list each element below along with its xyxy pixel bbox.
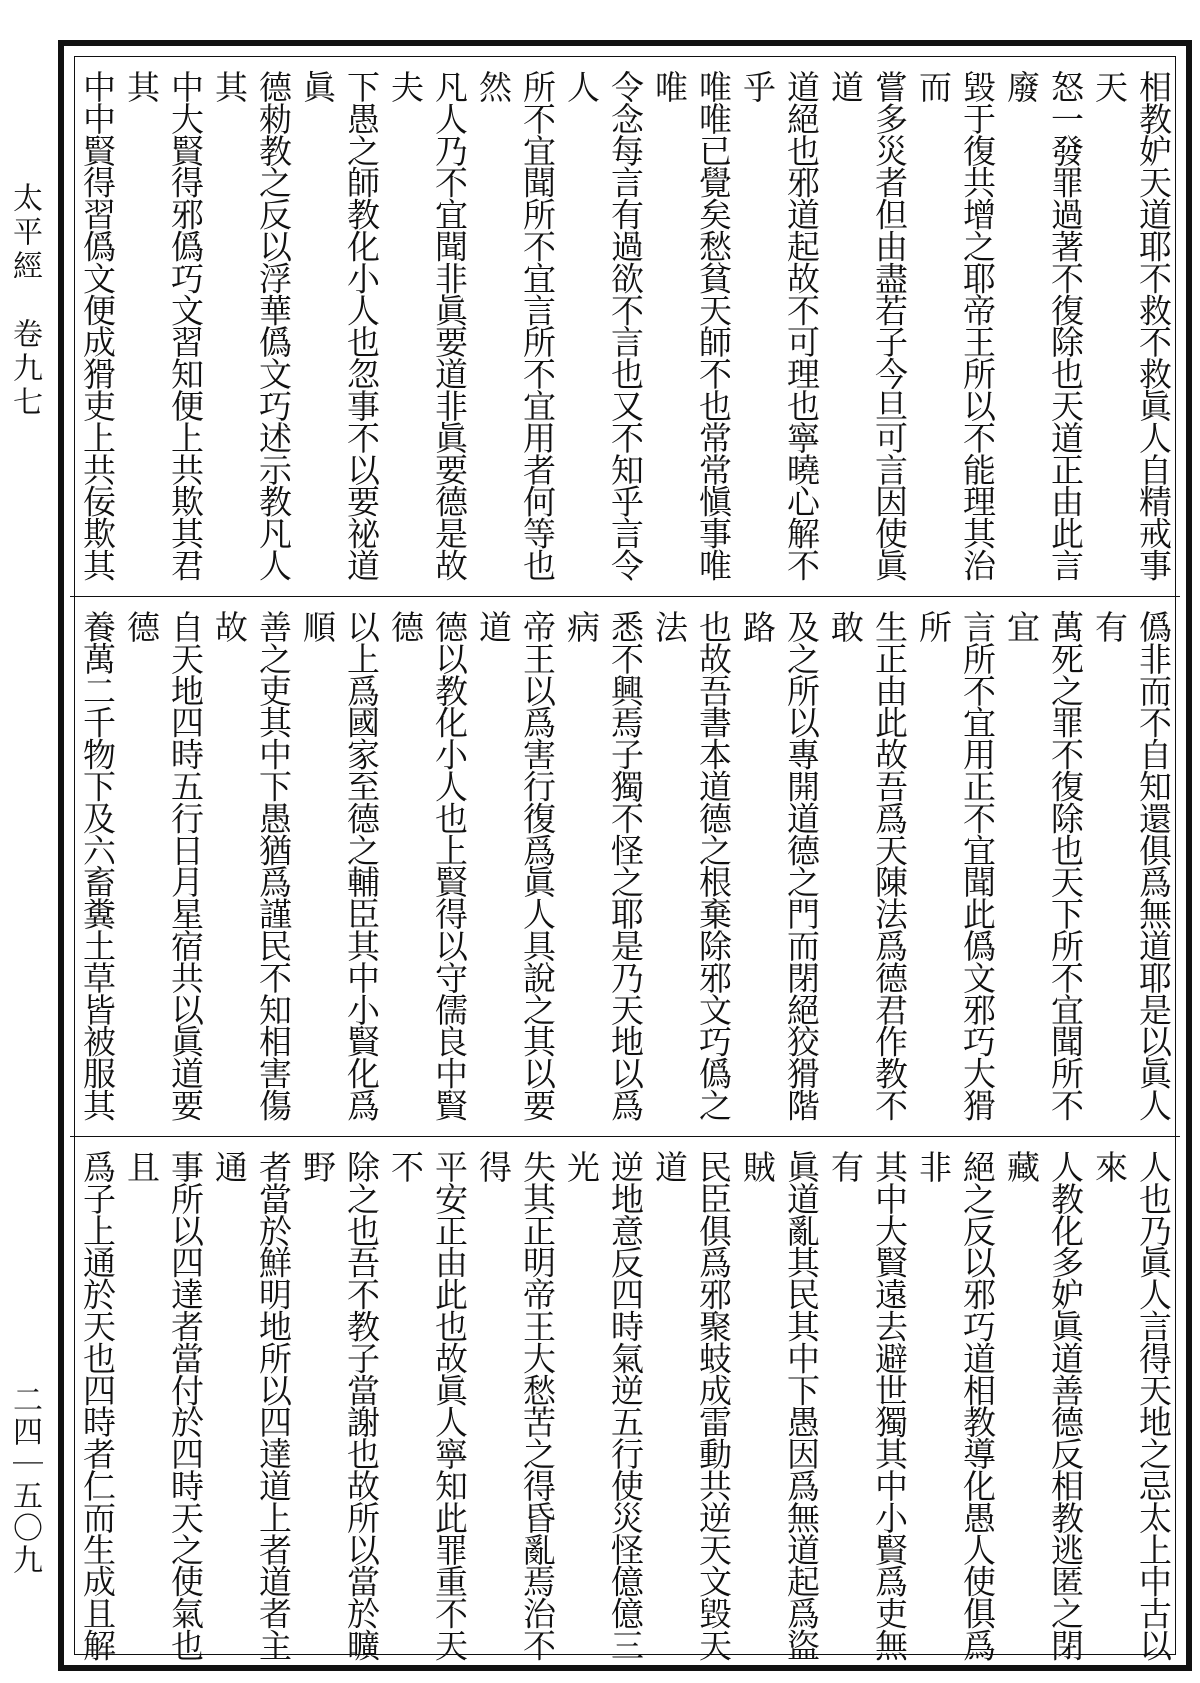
text-panel-top <box>75 60 1175 598</box>
vertical-text-block: 僞非而不自知還俱爲無道耶是以眞人有 萬死之罪不復除也天下所不宜聞所不宜 言所不宜用正不宜聞此僞文邪巧大猾所 生正由此故吾爲天陳法爲德君作教不敢 及之所以專開道德之門而閉絕狡猾階路 也故吾書本道德之根棄除邪文巧僞之法 悉不興焉子獨不怪之耶是乃天地以爲病 帝王以爲害行復爲眞人具說之其以要道 德以教化小人也上賢得以守儒良中賢德 以上爲國家至德之輔臣其中小賢化爲順 善之吏其中下愚猶爲謹民不知相害傷故 自天地四時五行日月星宿共以眞道要德 養萬二千物下及六畜糞土草皆被服其 <box>78 610 1173 1121</box>
text-panel-bottom <box>75 1140 1175 1678</box>
vertical-text-block: 相教妒天道耶不救不救眞人自精戒事天 怒一發罪過著不復除也天道正由此言廢 毀于復共增之耶帝王所以不能理其治而 嘗多災者但由盡若子今旦可言因使眞道 道絕也邪道起故不可理也寧曉心解不乎 唯唯已覺矣愁貧天師不也常常愼事唯唯 令念每言有過欲不言也又不知乎言令人 所不宜聞所不宜言所不宜用者何等也然 凡人乃不宜聞非眞要道非眞要德是故夫 下愚之師教化小人也忽事不以要祕道眞 德勑教之反以浮華僞文巧述示教凡人其 中大賢得邪僞巧文習知便上共欺其君其 中中賢得習僞文便成猾吏上共佞欺其 <box>78 70 1173 581</box>
vertical-text-block: 人也乃眞人言得天地之忌太上中古以來 人教化多妒眞道善德反相教逃匿之閉藏 絕之反以邪巧道相教導化愚人使俱爲非 其中大賢遠去避世獨其中小賢爲吏無有 眞道亂其民其中下愚因爲無道起爲盜賊 民臣俱爲邪聚蚑成雷動共逆天文毀天道 逆地意反四時氣逆五行使災怪億億三光 失其正明帝王大愁苦之得昏亂焉治不得 平安正由此也故眞人寧知此罪重不天不 除之也吾不教子當謝也故所以當於曠野 者當於鮮明地所以四達道上者道者主通 事所以四達者當付於四時天之使氣也且 爲子上通於天也四時者仁而生成且解 <box>78 1150 1173 1661</box>
text-panel-middle <box>75 600 1175 1138</box>
margin-book-title: 太平經 卷九七 <box>7 182 42 420</box>
margin-page-number: 二四｜五〇九 <box>7 1384 42 1576</box>
